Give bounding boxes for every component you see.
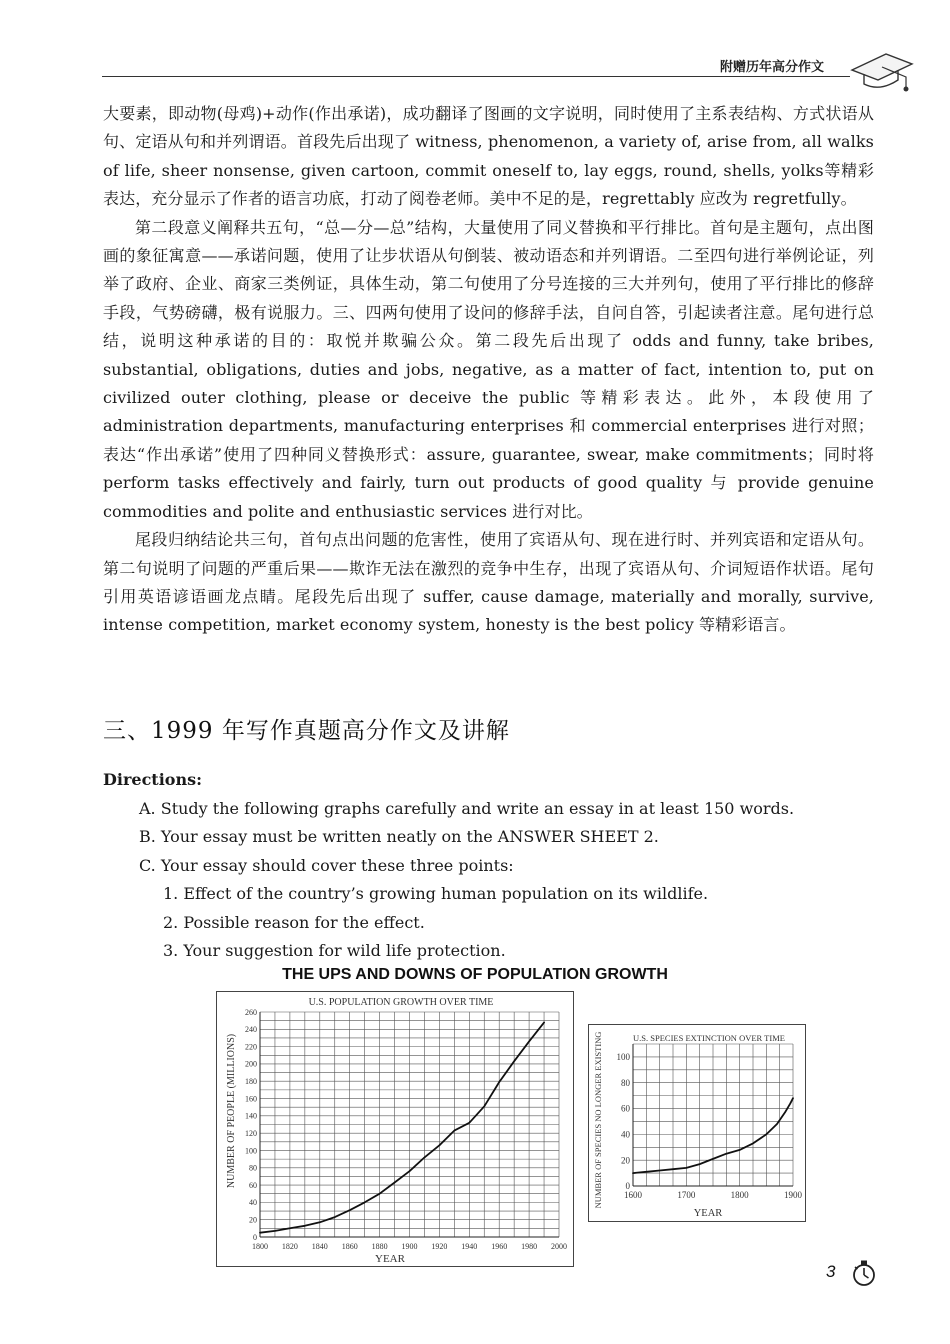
x-tick-label: 1800: [730, 1190, 749, 1200]
x-tick-label: 1900: [784, 1190, 802, 1200]
data-point: [739, 1149, 741, 1151]
y-tick-label: 260: [245, 1007, 257, 1017]
y-tick-label: 120: [245, 1128, 257, 1138]
data-point: [379, 1193, 381, 1195]
data-point: [725, 1153, 727, 1155]
data-point: [659, 1170, 661, 1172]
directions-heading: Directions:: [103, 770, 202, 789]
extinction-chart-title: U.S. SPECIES EXTINCTION OVER TIME: [633, 1033, 785, 1043]
data-point: [304, 1225, 306, 1227]
data-point: [513, 1060, 515, 1062]
y-tick-label: 140: [245, 1111, 257, 1121]
data-point: [274, 1230, 276, 1232]
y-tick-label: 20: [249, 1215, 257, 1225]
stopwatch-icon: [850, 1258, 878, 1288]
direction-point-2: 2. Possible reason for the effect.: [163, 912, 425, 932]
population-chart: [216, 991, 574, 1267]
x-tick-label: 1600: [624, 1190, 642, 1200]
y-tick-label: 160: [245, 1094, 257, 1104]
data-point: [483, 1105, 485, 1107]
data-point: [672, 1168, 674, 1170]
data-point: [364, 1201, 366, 1203]
data-point: [752, 1142, 754, 1144]
data-point: [259, 1232, 261, 1234]
graduation-cap-icon: [846, 44, 916, 94]
direction-item-b: B. Your essay must be written neatly on the ANSWER SHEET 2.: [139, 827, 659, 846]
x-tick-label: 1880: [371, 1242, 388, 1251]
y-tick-label: 80: [621, 1077, 630, 1088]
population-chart-ylabel: NUMBER OF PEOPLE (MILLIONS): [226, 1033, 237, 1189]
x-tick-label: 1900: [401, 1242, 418, 1251]
data-point: [334, 1216, 336, 1218]
population-chart-title: U.S. POPULATION GROWTH OVER TIME: [308, 997, 494, 1008]
direction-point-3: 3. Your suggestion for wild life protection.: [163, 941, 506, 960]
running-header-title: 附赠历年高分作文: [720, 60, 825, 75]
y-tick-label: 60: [621, 1103, 630, 1114]
x-tick-label: 1800: [252, 1242, 268, 1251]
y-tick-label: 40: [621, 1129, 630, 1140]
x-tick-label: 1940: [461, 1242, 478, 1251]
y-tick-label: 20: [621, 1155, 630, 1166]
data-point: [543, 1021, 545, 1023]
x-tick-label: 1960: [491, 1242, 508, 1251]
data-point: [645, 1171, 647, 1173]
data-point: [765, 1133, 767, 1135]
x-tick-label: 2000: [551, 1242, 567, 1251]
data-point: [319, 1221, 321, 1223]
x-tick-label: 1980: [521, 1242, 538, 1251]
data-point: [394, 1181, 396, 1183]
commentary-text: [103, 100, 874, 640]
data-point: [409, 1170, 411, 1172]
figure-title: THE UPS AND DOWNS OF POPULATION GROWTH: [282, 966, 668, 983]
data-point: [498, 1081, 500, 1083]
extinction-chart: [588, 1024, 806, 1222]
page-number: 3: [826, 1262, 836, 1281]
data-point: [468, 1122, 470, 1124]
data-point: [528, 1040, 530, 1042]
y-tick-label: 100: [245, 1146, 257, 1156]
direction-item-c: C. Your essay should cover these three points:: [139, 855, 514, 875]
data-point: [289, 1227, 291, 1229]
data-point: [438, 1144, 440, 1146]
data-point: [776, 1123, 778, 1125]
x-tick-label: 1840: [311, 1242, 328, 1251]
x-tick-label: 1860: [341, 1242, 358, 1251]
population-chart-xlabel: YEAR: [375, 1253, 405, 1265]
x-tick-label: 1700: [677, 1190, 696, 1200]
extinction-chart-ylabel: NUMBER OF SPECIES NO LONGER EXISTING: [593, 1031, 603, 1209]
x-tick-label: 1920: [431, 1242, 448, 1251]
y-tick-label: 80: [249, 1163, 257, 1173]
y-tick-label: 240: [245, 1025, 257, 1035]
data-point: [685, 1167, 687, 1169]
y-tick-label: 40: [249, 1198, 257, 1208]
data-point: [712, 1158, 714, 1160]
data-point: [699, 1163, 701, 1165]
y-tick-label: 0: [625, 1181, 630, 1192]
section-title: 三、1999 年写作真题高分作文及讲解: [103, 718, 510, 744]
data-point: [789, 1102, 791, 1104]
data-point: [349, 1209, 351, 1211]
paragraph-2: 第二段意义阐释共五句，“总—分—总”结构，大量使用了同义替换和平行排比。首句是主题句，点出图画的象征寓意——承诺问题，使用了让步状语从句倒装、被动语态和并列谓语。二至四句进行举例论证，列举了政府、企业、商家三类例证，具体生动，第二句使用了分号连接的三大并列句，使用了平行排比的修辞手段，气势磅礴，极有说服力。三、四两句使用了设问的修辞手法，自问自答，引起读者注意。尾句进行总结，说明这种承诺的目的：取悦并欺骗公众。第二段先后出现了 odds and funny, take bribes, substantial, obligations, duties and jobs, negative, as a matter of fact, intention to, put on civilized outer clothing, please or deceive the public 等精彩表达。此外，本段使用了 administration departments, manufacturing enterprises 和 commercial enterprises 进行对照；表达“作出承诺”使用了四种同义替换形式：assure, guarantee, swear, make commitments；同时将 perform tasks effectively and fairly, turn out products of good quality 与 provide genuine commodities and polite and enthusiastic services 进行对比。: [103, 217, 874, 521]
directions: [103, 766, 874, 966]
paragraph-1: 大要素，即动物(母鸡)+动作(作出承诺)，成功翻译了图画的文字说明，同时使用了主系表结构、方式状语从句、定语从句和并列谓语。首段先后出现了 witness, phenomenon, a variety of, arise from, all walks of life, sheer nonsense, given cartoon, commit oneself to, lay eggs, round, shells, yolks等精彩表达，充分显示了作者的语言功底，打动了阅卷老师。美中不足的是，regrettably 应改为 regretfully。: [103, 104, 874, 209]
data-point: [784, 1111, 786, 1113]
extinction-chart-xlabel: YEAR: [693, 1208, 723, 1219]
header-rule: [102, 76, 850, 77]
direction-item-a: A. Study the following graphs carefully and write an essay in at least 150 words.: [139, 798, 795, 818]
y-tick-label: 180: [245, 1077, 257, 1087]
data-point: [632, 1172, 634, 1174]
y-tick-label: 100: [616, 1052, 630, 1063]
data-point: [453, 1130, 455, 1132]
y-tick-label: 220: [245, 1042, 257, 1052]
x-tick-label: 1820: [281, 1242, 298, 1251]
direction-point-1: 1. Effect of the country’s growing human population on its wildlife.: [163, 884, 709, 903]
y-tick-label: 0: [253, 1232, 257, 1242]
y-tick-label: 60: [249, 1180, 257, 1190]
data-point: [792, 1097, 794, 1099]
paragraph-3: 尾段归纳结论共三句，首句点出问题的危害性，使用了宾语从句、现在进行时、并列宾语和定语从句。第二句说明了问题的严重后果——欺诈无法在激烈的竞争中生存，出现了宾语从句、介词短语作状语。尾句引用英语谚语画龙点睛。尾段先后出现了 suffer, cause damage, materially and morally, survive, intense competition, market economy system, honesty is the best policy 等精彩语言。: [103, 530, 874, 635]
data-point: [423, 1156, 425, 1158]
y-tick-label: 200: [245, 1059, 257, 1069]
